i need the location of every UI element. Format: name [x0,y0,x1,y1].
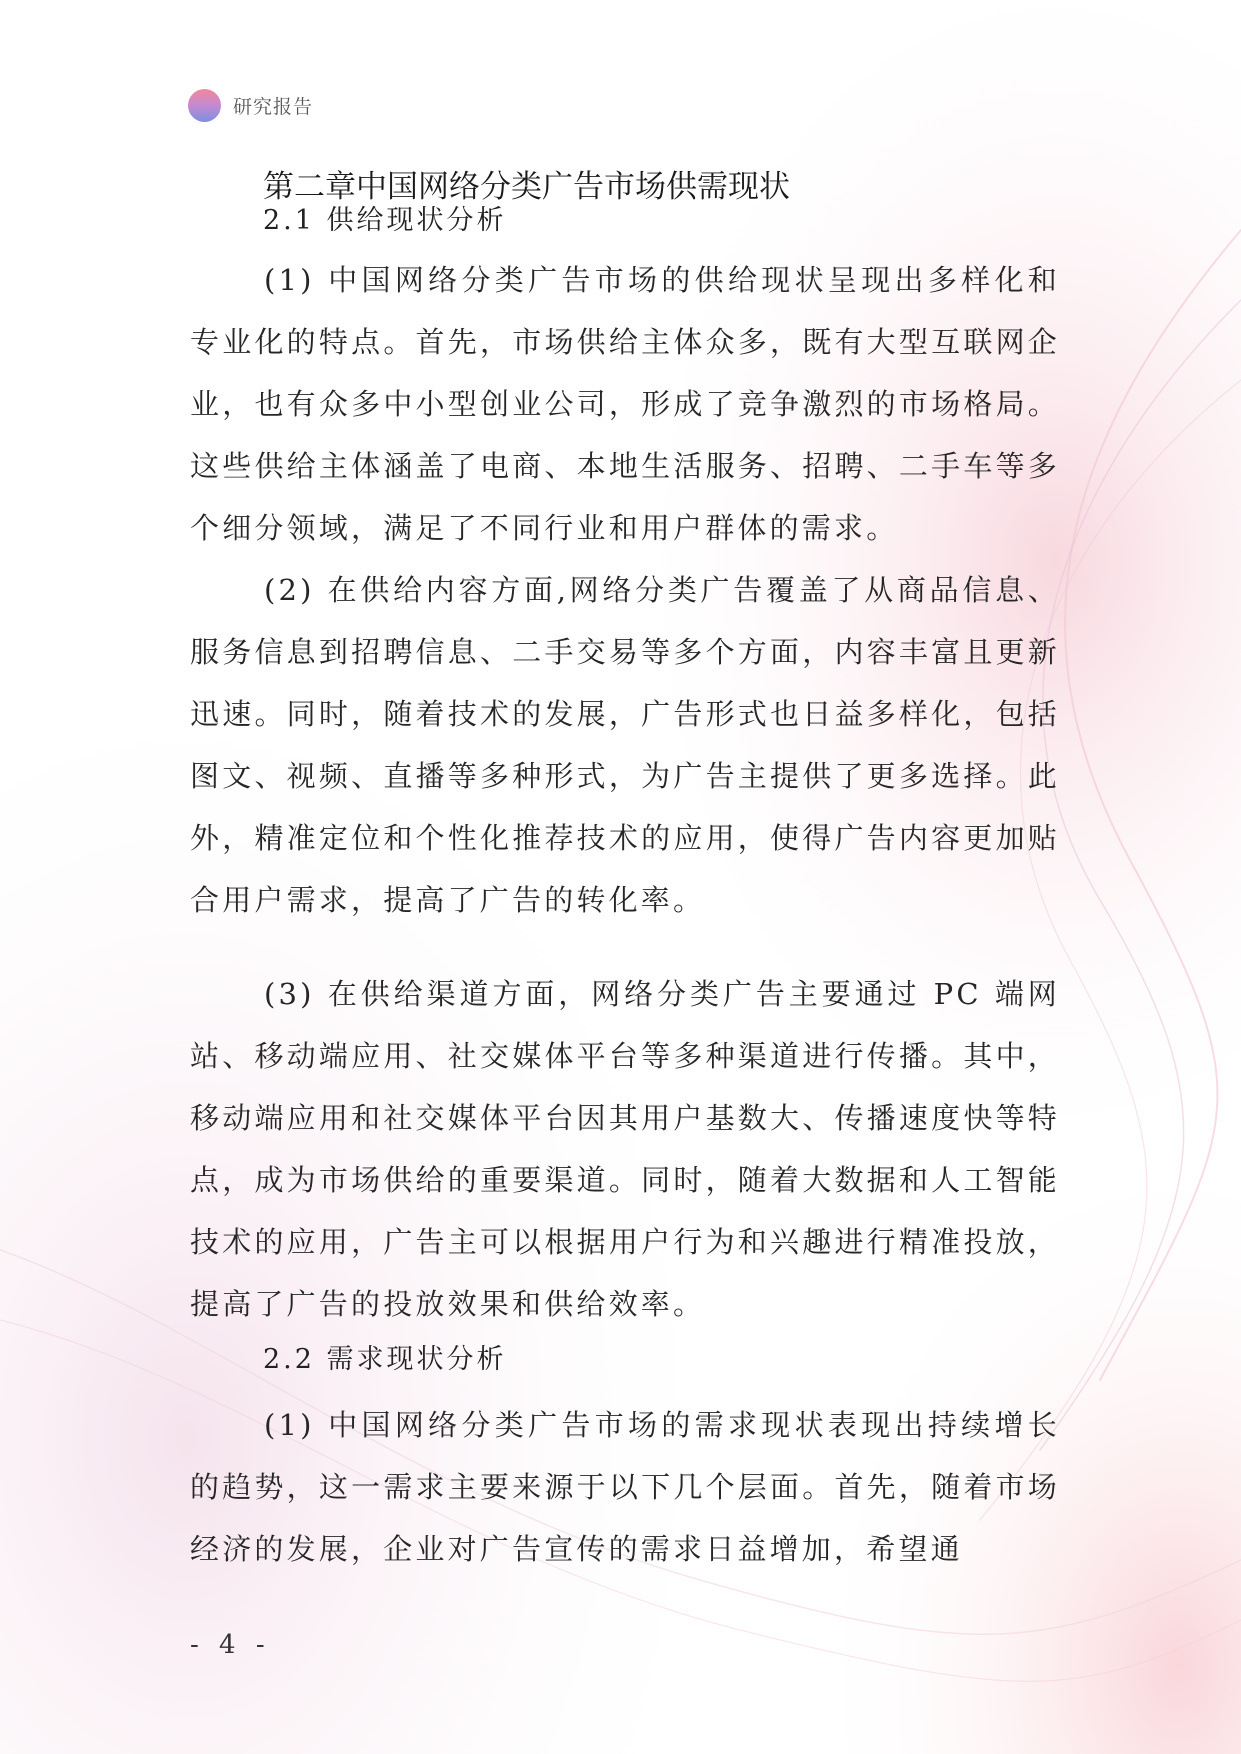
brand-text: 研究报告 [233,95,314,118]
section-title: 2.2 需求现状分析 [263,1344,507,1375]
paragraph: (1) 中国网络分类广告市场的需求现状表现出持续增长的趋势，这一需求主要来源于以下几个层面。首先，随着市场经济的发展，企业对广告宣传的需求日益增加，希望通 [190,1408,1060,1566]
report-header [188,88,313,122]
paragraph: (2) 在供给内容方面,网络分类广告覆盖了从商品信息、服务信息到招聘信息、二手交易等多个方面，内容丰富且更新迅速。同时，随着技术的发展，广告形式也日益多样化，包括图文、视频、直播等多种形式，为广告主提供了更多选择。此外，精准定位和个性化推荐技术的应用，使得广告内容更加贴合用户需求，提高了广告的转化率。 [190,573,1060,917]
gradient-circle-logo-icon [188,89,221,122]
page-number: - 4 - [190,1630,271,1660]
chapter-title: 第二章中国网络分类广告市场供需现状 [263,169,790,205]
section-title: 2.1 供给现状分析 [263,205,507,236]
paragraph: (3) 在供给渠道方面，网络分类广告主要通过 PC 端网站、移动端应用、社交媒体平台等多种渠道进行传播。其中，移动端应用和社交媒体平台因其用户基数大、传播速度快等特点，成为市场供给的重要渠道。同时，随着大数据和人工智能技术的应用，广告主可以根据用户行为和兴趣进行精准投放，提高了广告的投放效果和供给效率。 [190,977,1060,1321]
paragraph: (1) 中国网络分类广告市场的供给现状呈现出多样化和专业化的特点。首先，市场供给主体众多，既有大型互联网企业，也有众多中小型创业公司，形成了竞争激烈的市场格局。这些供给主体涵盖了电商、本地生活服务、招聘、二手车等多个细分领域，满足了不同行业和用户群体的需求。 [190,263,1060,545]
